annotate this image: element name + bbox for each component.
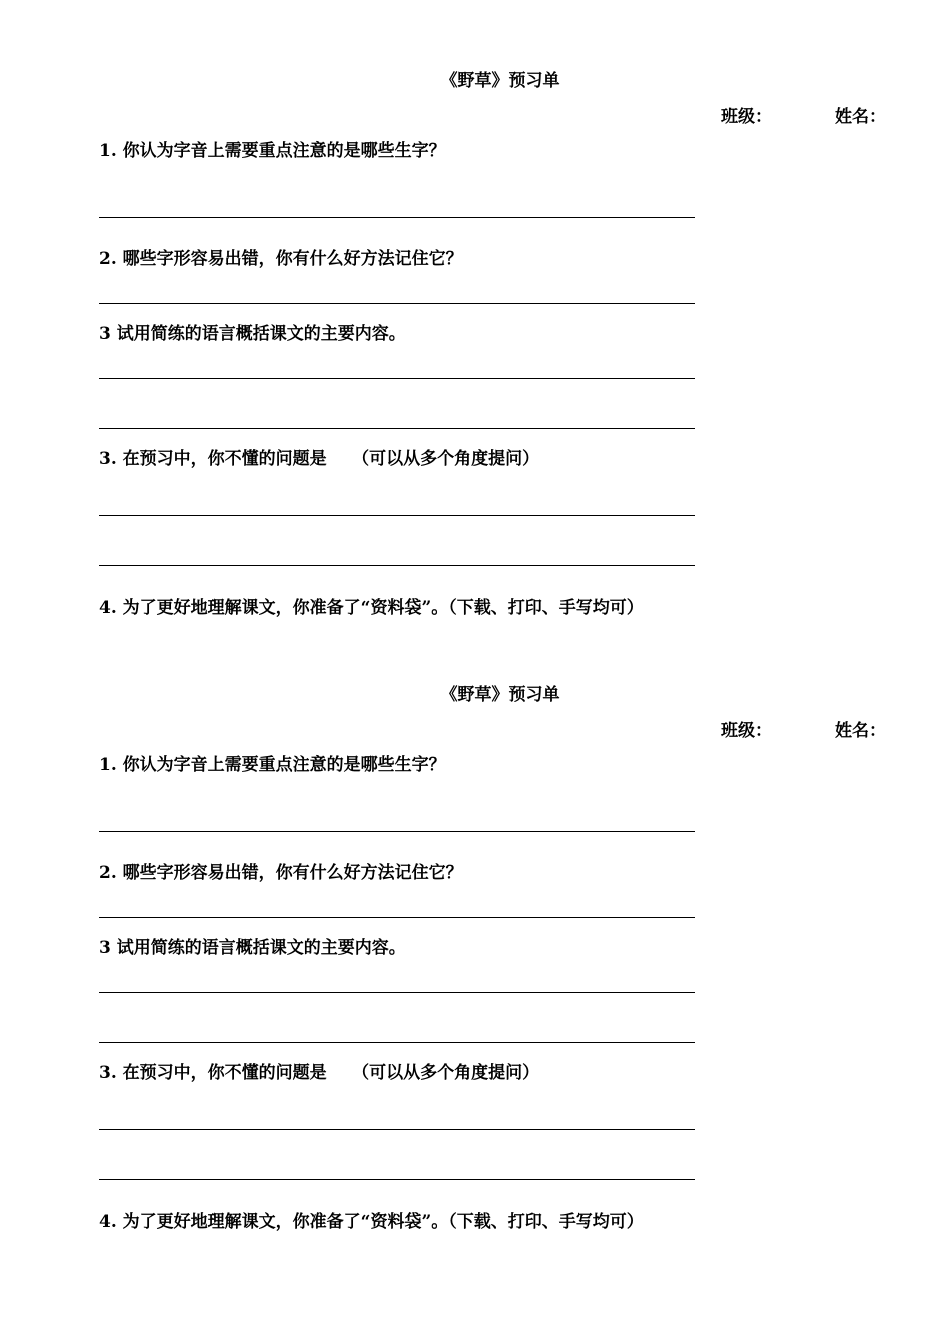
question-2: 2. 哪些字形容易出错，你有什么好方法记住它？ <box>99 863 463 883</box>
answer-line-3b[interactable] <box>99 1042 695 1043</box>
answer-line-1[interactable] <box>99 831 695 832</box>
question-3: 3 试用简练的语言概括课文的主要内容。 <box>99 938 406 958</box>
question-4: 3. 在预习中，你不懂的问题是 （可以从多个角度提问） <box>99 1063 540 1083</box>
answer-line-1[interactable] <box>99 217 695 218</box>
question-5: 4. 为了更好地理解课文，你准备了“资料袋”。（下载、打印、手写均可） <box>99 1212 644 1232</box>
worksheet-1 <box>0 66 950 686</box>
question-5: 4. 为了更好地理解课文，你准备了“资料袋”。（下载、打印、手写均可） <box>99 598 644 618</box>
class-label: 班级： <box>721 721 772 741</box>
name-label: 姓名： <box>835 107 886 127</box>
answer-line-4b[interactable] <box>99 565 695 566</box>
class-label: 班级： <box>721 107 772 127</box>
answer-line-2[interactable] <box>99 303 695 304</box>
answer-line-4a[interactable] <box>99 1129 695 1130</box>
question-4: 3. 在预习中，你不懂的问题是 （可以从多个角度提问） <box>99 449 540 469</box>
name-label: 姓名： <box>835 721 886 741</box>
answer-line-4b[interactable] <box>99 1179 695 1180</box>
worksheet-title: 《野草》预习单 <box>440 685 560 705</box>
question-2: 2. 哪些字形容易出错，你有什么好方法记住它？ <box>99 249 463 269</box>
answer-line-3a[interactable] <box>99 992 695 993</box>
answer-line-3a[interactable] <box>99 378 695 379</box>
worksheet-2 <box>0 680 950 1300</box>
answer-line-3b[interactable] <box>99 428 695 429</box>
answer-line-4a[interactable] <box>99 515 695 516</box>
question-1: 1. 你认为字音上需要重点注意的是哪些生字？ <box>99 141 446 161</box>
question-1: 1. 你认为字音上需要重点注意的是哪些生字？ <box>99 755 446 775</box>
answer-line-2[interactable] <box>99 917 695 918</box>
question-3: 3 试用简练的语言概括课文的主要内容。 <box>99 324 406 344</box>
worksheet-title: 《野草》预习单 <box>440 71 560 91</box>
